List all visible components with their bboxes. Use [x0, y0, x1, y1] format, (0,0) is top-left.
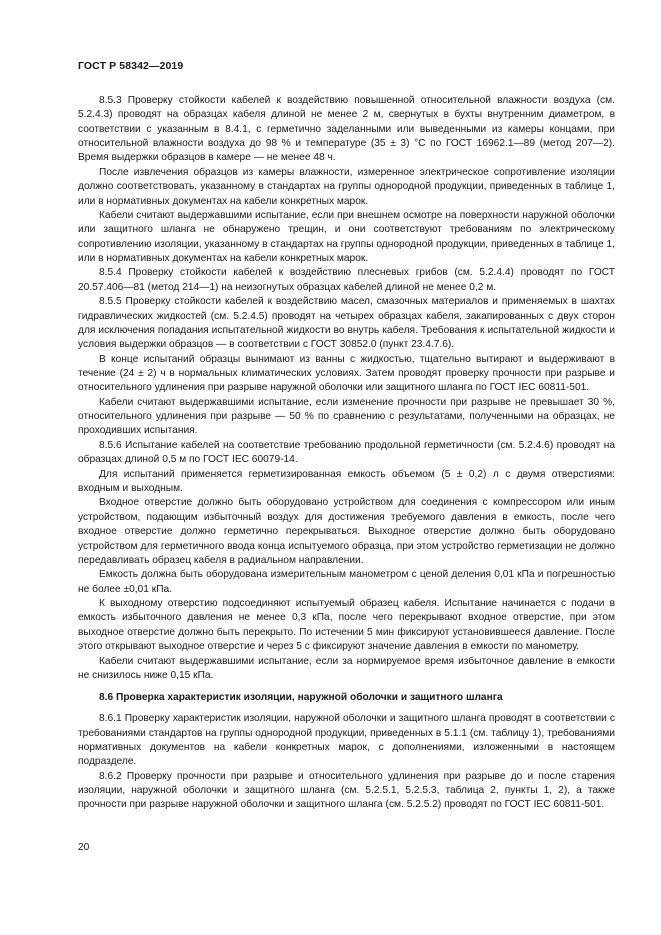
- paragraph-8-5-5: 8.5.5 Проверку стойкости кабелей к воздействию масел, смазочных материалов и применяемых в шахтах гидравлических жидкостей (см. 5.2.4.5) проводят на четырех образцах кабеля, закапированных с двух сторон для исключения попадания испытательной жидкости во внутрь кабеля. Требования к испытательной жидкости и условия выдержки образцов — в соответствии с ГОСТ 30852.0 (пункт 23.4.7.6).: [78, 296, 615, 351]
- paragraph-8-5-3: 8.5.3 Проверку стойкости кабелей к воздействию повышенной относительной влажности воздуха (см. 5.2.4.3) проводят на образцах кабеля длиной не менее 2 м, свернутых в бухты внутренним диаметром, в соответствии с указанным в 8.4.1, с герметично заделанными или выведенными из камеры концами, при относительной влажности воздуха до 98 % и температуре (35 ± 3) °С по ГОСТ 16962.1—89 (метод 207—2). Время выдержки образцов в камере — не менее 48 ч.: [78, 95, 615, 164]
- paragraph: Для испытаний применяется герметизированная емкость объемом (5 ± 0,2) л с двумя отверстиями: входным и выходным.: [78, 468, 615, 495]
- paragraph: В конце испытаний образцы вынимают из ванны с жидкостью, тщательно вытирают и выдерживают в течение (24 ± 2) ч в нормальных климатических условиях. Затем проводят проверку прочности при разрыве и относительного удлинения при разрыве наружной оболочки или защитного шланга по ГОСТ IEC 60811-501.: [78, 353, 615, 394]
- document-header: ГОСТ Р 58342—2019: [78, 60, 184, 72]
- paragraph: Кабели считают выдержавшими испытание, если при внешнем осмотре на поверхности наружной оболочки или защитного шланга не обнаружено трещин, и они соответствуют требованиям по электрическому сопротивлению изоляции, указанному в стандартах на группы однородной продукции, приведенных в таблице 1, или в нормативных документах на кабели конкретных марок.: [78, 209, 615, 264]
- paragraph-8-6-2: 8.6.2 Проверку прочности при разрыве и относительного удлинения при разрыве до и после старения изоляции, наружной оболочки и защитного шланга (см. 5.2.5.1, 5.2.5.3, таблица 2, пункты 1, 2), а также прочности при разрыве наружной оболочки и защитного шланга (см. 5.2.5.2) проводят по ГОСТ IEC 60811-501.: [78, 770, 615, 811]
- page-number: 20: [78, 842, 90, 853]
- section-heading-8-6: 8.6 Проверка характеристик изоляции, наружной оболочки и защитного шланга: [99, 692, 503, 704]
- paragraph: К выходному отверстию подсоединяют испытуемый образец кабеля. Испытание начинается с подачи в емкость избыточного давления не менее 0,3 кПа, после чего перекрывают входное отверстие, при этом выходное отверстие должно быть перекрыто. По истечении 5 мин фиксируют установившееся давление. После этого открывают выходное отверстие и через 5 с фиксируют значение давления в емкости по манометру.: [78, 598, 615, 653]
- paragraph-8-6-1: 8.6.1 Проверку характеристик изоляции, наружной оболочки и защитного шланга проводят в соответствии с требованиями стандартов на группы однородной продукции, приведенных в 5.1.1 (см. таблицу 1), требованиями нормативных документов на кабели конкретных марок, с дополнениями, изложенными в настоящем подразделе.: [78, 713, 615, 768]
- paragraph: Входное отверстие должно быть оборудовано устройством для соединения с компрессором или иным устройством, подающим избыточный воздух для достижения требуемого давления в емкость, после чего входное отверстие должно герметично перекрываться. Выходное отверстие должно быть оборудовано устройством для герметичного ввода конца испытуемого образца, при этом устройство герметизации не должно передавливать образец кабеля в радиальном направлении.: [78, 497, 615, 566]
- paragraph: Кабели считают выдержавшими испытание, если за нормируемое время избыточное давление в емкости не снизилось ниже 0,15 кПа.: [78, 655, 615, 681]
- paragraph: После извлечения образцов из камеры влажности, измеренное электрическое сопротивление изоляции должно соответствовать, указанному в стандартах на группы однородной продукции, приведенных в таблице 1, или в нормативных документах на кабели конкретных марок.: [78, 166, 615, 207]
- paragraph: Емкость должна быть оборудована измерительным манометром с ценой деления 0,01 кПа и погрешностью не более ±0,01 кПа.: [78, 569, 615, 595]
- document-body: [78, 94, 615, 813]
- paragraph-8-5-4: 8.5.4 Проверку стойкости кабелей к воздействию плесневых грибов (см. 5.2.4.4) проводят по ГОСТ 20.57.406—81 (метод 214—1) на неизогнутых образцах кабелей длиной не менее 0,2 м.: [78, 267, 615, 293]
- paragraph: Кабели считают выдержавшими испытание, если изменение прочности при разрыве не превышает 30 %, относительного удлинения при разрыве — 50 % по сравнению с результатами, полученными на образцах, не проходивших испытания.: [78, 396, 615, 437]
- paragraph-8-5-6: 8.5.6 Испытание кабелей на соответствие требованию продольной герметичности (см. 5.2.4.6) проводят на образцах длиной 0,5 м по ГОСТ IEC 60079-14.: [78, 439, 615, 466]
